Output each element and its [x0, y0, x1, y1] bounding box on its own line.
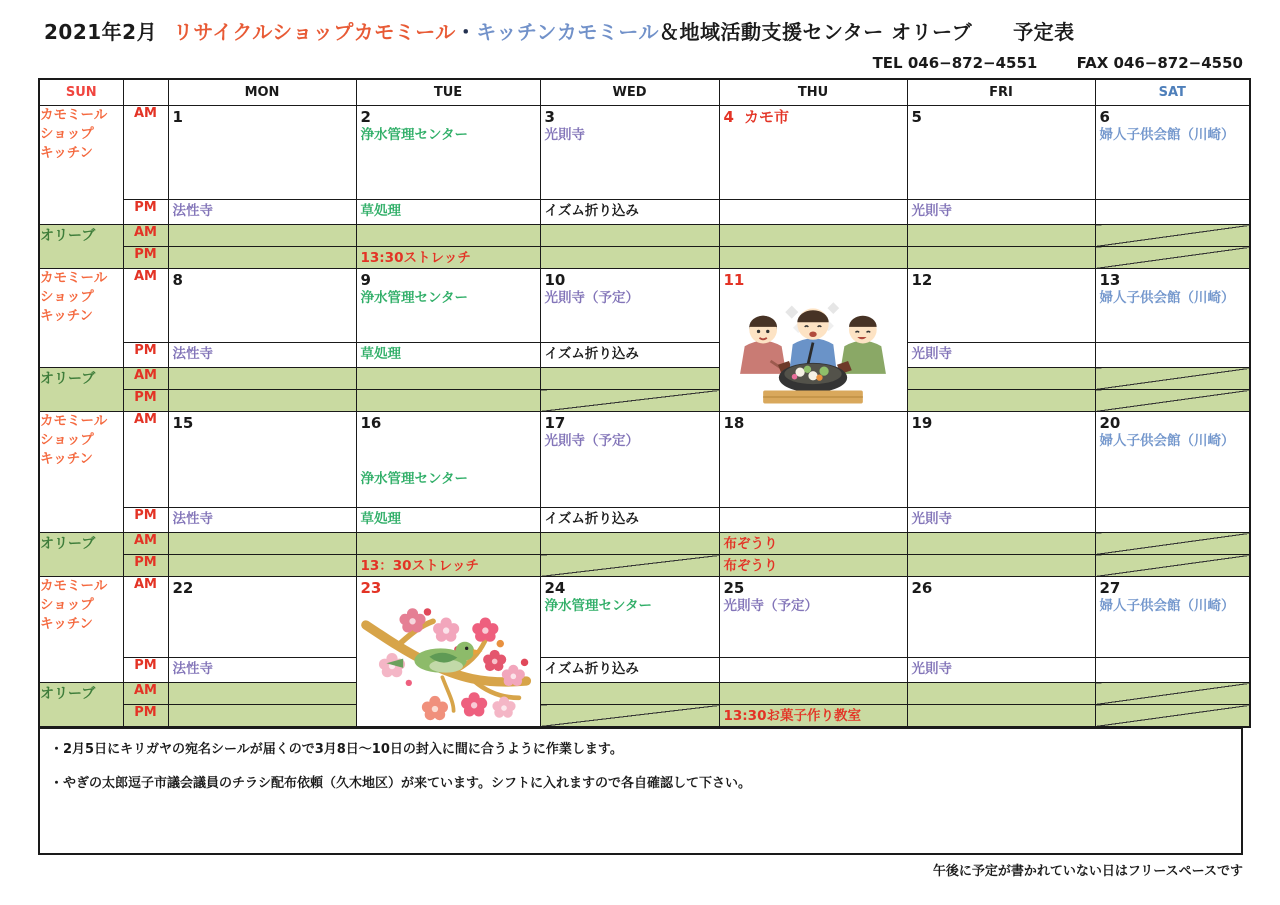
calendar-day-cell [540, 412, 719, 508]
olive-pm-row [39, 390, 1250, 412]
event-label: 浄水管理センター [360, 127, 468, 143]
pm-label: PM [123, 390, 168, 412]
calendar-pm-cell [356, 200, 540, 225]
am-label: AM [123, 577, 168, 658]
olive-slot-cell [356, 533, 540, 555]
olive-slot-cell [907, 683, 1095, 705]
calendar-pm-cell [719, 200, 907, 225]
event-label: 光則寺（予定） [723, 598, 818, 614]
chamomile-label-line: ショップ [40, 125, 94, 142]
day-number: 24 [544, 579, 566, 597]
weekday-header-row [39, 79, 1250, 106]
day-number: 4 [723, 108, 734, 126]
calendar-day-cell [907, 412, 1095, 508]
event-label: イズム折り込み [544, 203, 639, 219]
crossed-out-cell [1095, 247, 1250, 269]
olive-pm-row [39, 555, 1250, 577]
day-number: 27 [1099, 579, 1121, 597]
olive-slot-cell [719, 555, 907, 577]
week-am-row [39, 577, 1250, 658]
pm-label: PM [123, 343, 168, 368]
day-header-mon: MON [168, 79, 356, 106]
day-number: 1 [172, 108, 183, 126]
event-label: 13:30お菓子作り教室 [723, 708, 861, 724]
calendar-pm-cell [907, 658, 1095, 683]
olive-slot-cell [540, 533, 719, 555]
calendar-day-cell [907, 577, 1095, 658]
event-label: 光則寺 [911, 346, 952, 362]
crossed-out-cell [540, 555, 719, 577]
title-recycle-shop: リサイクルショップカモミール [173, 20, 456, 44]
pm-label: PM [123, 508, 168, 533]
day-header-blank [123, 79, 168, 106]
calendar-day-cell [1095, 412, 1250, 508]
day-number: 16 [360, 414, 382, 432]
olive-slot-cell [356, 555, 540, 577]
calendar-pm-cell [540, 508, 719, 533]
day-number: 2 [360, 108, 371, 126]
crossed-out-cell [1095, 225, 1250, 247]
chamomile-label-line: キッチン [40, 144, 94, 161]
calendar-day-cell [1095, 577, 1250, 658]
olive-slot-cell [168, 225, 356, 247]
calendar-day-cell [356, 269, 540, 343]
pm-label: PM [123, 555, 168, 577]
crossed-out-cell [540, 390, 719, 412]
chamomile-label-line: キッチン [40, 450, 94, 467]
day-note: カモ市 [743, 108, 789, 126]
olive-row-label: オリーブ [39, 683, 123, 727]
day-number: 5 [911, 108, 922, 126]
olive-pm-row [39, 705, 1250, 727]
event-label: 浄水管理センター [544, 598, 652, 614]
calendar-pm-cell [907, 343, 1095, 368]
olive-slot-cell [540, 225, 719, 247]
olive-slot-cell [719, 705, 907, 727]
schedule-table [38, 78, 1251, 728]
am-label: AM [123, 269, 168, 343]
event-label: 13:30ストレッチ [360, 250, 471, 266]
tel-number: TEL 046−872−4551 [872, 54, 1038, 72]
olive-am-row [39, 533, 1250, 555]
day-header-sat: SAT [1095, 79, 1250, 106]
day-number: 13 [1099, 271, 1121, 289]
calendar-day-cell [1095, 269, 1250, 343]
nabe-party-illustration [726, 289, 900, 409]
calendar-day-cell [907, 269, 1095, 343]
plum-blossom-bird-illustration [360, 597, 536, 723]
day-number: 15 [172, 414, 194, 432]
day-number: 18 [723, 414, 745, 432]
title-separator: ・ [455, 20, 477, 44]
day-header-wed: WED [540, 79, 719, 106]
olive-slot-cell [719, 225, 907, 247]
olive-pm-row [39, 247, 1250, 269]
olive-am-row [39, 225, 1250, 247]
pm-label: PM [123, 705, 168, 727]
olive-slot-cell [356, 225, 540, 247]
event-label: 浄水管理センター [360, 290, 468, 306]
week-pm-row [39, 658, 1250, 683]
crossed-out-cell [1095, 555, 1250, 577]
calendar-pm-cell [168, 658, 356, 683]
calendar-pm-cell [356, 343, 540, 368]
olive-slot-cell [907, 705, 1095, 727]
event-label: 光則寺（予定） [544, 290, 639, 306]
event-label: イズム折り込み [544, 346, 639, 362]
day-number: 22 [172, 579, 194, 597]
day-number: 23 [360, 579, 382, 597]
olive-slot-cell [356, 247, 540, 269]
calendar-day-cell [540, 106, 719, 200]
event-label: 13：30ストレッチ [360, 558, 479, 574]
olive-slot-cell [356, 390, 540, 412]
calendar-day-cell [719, 412, 907, 508]
olive-slot-cell [168, 247, 356, 269]
page-title [44, 16, 1075, 45]
calendar-pm-cell [1095, 508, 1250, 533]
day-number: 12 [911, 271, 933, 289]
pm-label: PM [123, 200, 168, 225]
day-header-thu: THU [719, 79, 907, 106]
pm-label: PM [123, 247, 168, 269]
olive-slot-cell [168, 683, 356, 705]
calendar-day-cell [907, 106, 1095, 200]
day-header-fri: FRI [907, 79, 1095, 106]
calendar-pm-cell [719, 508, 907, 533]
calendar-day-cell [356, 106, 540, 200]
calendar-pm-cell [1095, 200, 1250, 225]
note-line: ・2月5日にキリガヤの宛名シールが届くので3月8日～10日の封入に間に合うように作業します。 [50, 742, 623, 757]
event-label: 婦人子供会館（川崎） [1099, 598, 1235, 614]
note-line: ・やぎの太郎逗子市議会議員のチラシ配布依頼（久木地区）が来ています。シフトに入れますので各自確認して下さい。 [50, 776, 751, 791]
chamomile-label-line: カモミール [40, 578, 108, 594]
olive-row-label: オリーブ [39, 368, 123, 412]
olive-slot-cell [907, 225, 1095, 247]
event-label: 光則寺 [911, 203, 952, 219]
calendar-day-cell [719, 106, 907, 200]
day-number: 6 [1099, 108, 1110, 126]
event-label: 法性寺 [172, 511, 213, 527]
calendar-pm-cell [540, 343, 719, 368]
olive-slot-cell [168, 555, 356, 577]
chamomile-row-label [39, 106, 123, 225]
event-label: 光則寺 [911, 661, 952, 677]
week-am-row [39, 106, 1250, 200]
olive-am-row [39, 368, 1250, 390]
day-number: 20 [1099, 414, 1121, 432]
calendar-pm-cell [168, 200, 356, 225]
olive-slot-cell [719, 683, 907, 705]
olive-row-label: オリーブ [39, 533, 123, 577]
am-label: AM [123, 412, 168, 508]
crossed-out-cell [1095, 683, 1250, 705]
event-label: 光則寺 [911, 511, 952, 527]
olive-slot-cell [356, 368, 540, 390]
chamomile-label-line: キッチン [40, 307, 94, 324]
event-label: 布ぞうり [723, 536, 778, 552]
fax-number: FAX 046−872−4550 [1076, 54, 1243, 72]
chamomile-row-label [39, 577, 123, 683]
contact-line [873, 54, 1243, 72]
calendar-day-cell [540, 269, 719, 343]
event-label: 光則寺 [544, 127, 585, 143]
week-pm-row [39, 200, 1250, 225]
day-number: 10 [544, 271, 566, 289]
olive-slot-cell [540, 247, 719, 269]
calendar-pm-cell [1095, 658, 1250, 683]
calendar-pm-cell [907, 200, 1095, 225]
day-number: 9 [360, 271, 371, 289]
calendar-day-cell [719, 577, 907, 658]
event-label: 婦人子供会館（川崎） [1099, 290, 1235, 306]
olive-slot-cell [907, 390, 1095, 412]
nabe-party-illustration-cell [719, 269, 907, 412]
calendar-day-cell [168, 412, 356, 508]
calendar-pm-cell [907, 508, 1095, 533]
chamomile-label-line: カモミール [40, 107, 108, 123]
event-label: 布ぞうり [723, 558, 778, 574]
chamomile-row-label [39, 269, 123, 368]
event-label: 婦人子供会館（川崎） [1099, 127, 1235, 143]
day-number: 8 [172, 271, 183, 289]
title-rest: ＆地域活動支援センター オリーブ 予定表 [659, 20, 1075, 44]
olive-slot-cell [540, 683, 719, 705]
event-label: 婦人子供会館（川崎） [1099, 433, 1235, 449]
pm-label: PM [123, 658, 168, 683]
chamomile-label-line: カモミール [40, 413, 108, 429]
olive-am-row [39, 683, 1250, 705]
day-number: 19 [911, 414, 933, 432]
calendar-pm-cell [356, 508, 540, 533]
calendar-day-cell [356, 412, 540, 508]
olive-slot-cell [168, 390, 356, 412]
calendar-day-cell [168, 106, 356, 200]
week-pm-row [39, 508, 1250, 533]
chamomile-label-line: ショップ [40, 288, 94, 305]
week-am-row [39, 269, 1250, 343]
chamomile-label-line: ショップ [40, 596, 94, 613]
chamomile-row-label [39, 412, 123, 533]
event-label: 法性寺 [172, 661, 213, 677]
am-label: AM [123, 683, 168, 705]
day-number: 3 [544, 108, 555, 126]
event-label: イズム折り込み [544, 661, 639, 677]
calendar-pm-cell [540, 658, 719, 683]
notes-box [38, 727, 1243, 855]
am-label: AM [123, 225, 168, 247]
olive-slot-cell [168, 705, 356, 727]
crossed-out-cell [1095, 705, 1250, 727]
event-label: 光則寺（予定） [544, 433, 639, 449]
title-kitchen: キッチンカモミール [476, 20, 659, 44]
olive-slot-cell [907, 368, 1095, 390]
calendar-day-cell [168, 577, 356, 658]
am-label: AM [123, 368, 168, 390]
footer-note: 午後に予定が書かれていない日はフリースペースです [932, 864, 1243, 879]
olive-slot-cell [168, 533, 356, 555]
day-header-sun: SUN [39, 79, 123, 106]
event-label: 草処理 [360, 203, 401, 219]
crossed-out-cell [1095, 533, 1250, 555]
calendar-pm-cell [719, 658, 907, 683]
calendar-day-cell [540, 577, 719, 658]
am-label: AM [123, 106, 168, 200]
calendar-pm-cell [168, 508, 356, 533]
event-label: 法性寺 [172, 203, 213, 219]
chamomile-label-line: キッチン [40, 615, 94, 632]
olive-slot-cell [907, 533, 1095, 555]
event-label: イズム折り込み [544, 511, 639, 527]
olive-slot-cell [719, 247, 907, 269]
week-pm-row [39, 343, 1250, 368]
chamomile-label-line: ショップ [40, 431, 94, 448]
olive-slot-cell [907, 555, 1095, 577]
day-number: 26 [911, 579, 933, 597]
am-label: AM [123, 533, 168, 555]
calendar-pm-cell [1095, 343, 1250, 368]
olive-slot-cell [168, 368, 356, 390]
olive-slot-cell [907, 247, 1095, 269]
plum-blossom-bird-illustration-cell [356, 577, 540, 727]
event-label: 法性寺 [172, 346, 213, 362]
calendar-pm-cell [540, 200, 719, 225]
event-label: 草処理 [360, 511, 401, 527]
event-label: 草処理 [360, 346, 401, 362]
olive-slot-cell [540, 368, 719, 390]
olive-slot-cell [719, 533, 907, 555]
week-am-row [39, 412, 1250, 508]
calendar-day-cell [1095, 106, 1250, 200]
title-month: 2021年2月 [44, 20, 158, 44]
day-header-tue: TUE [356, 79, 540, 106]
chamomile-label-line: カモミール [40, 270, 108, 286]
crossed-out-cell [1095, 390, 1250, 412]
day-number: 11 [723, 271, 745, 289]
crossed-out-cell [540, 705, 719, 727]
day-number: 25 [723, 579, 745, 597]
event-label: 浄水管理センター [360, 471, 468, 487]
calendar-day-cell [168, 269, 356, 343]
calendar-pm-cell [168, 343, 356, 368]
crossed-out-cell [1095, 368, 1250, 390]
day-number: 17 [544, 414, 566, 432]
olive-row-label: オリーブ [39, 225, 123, 269]
